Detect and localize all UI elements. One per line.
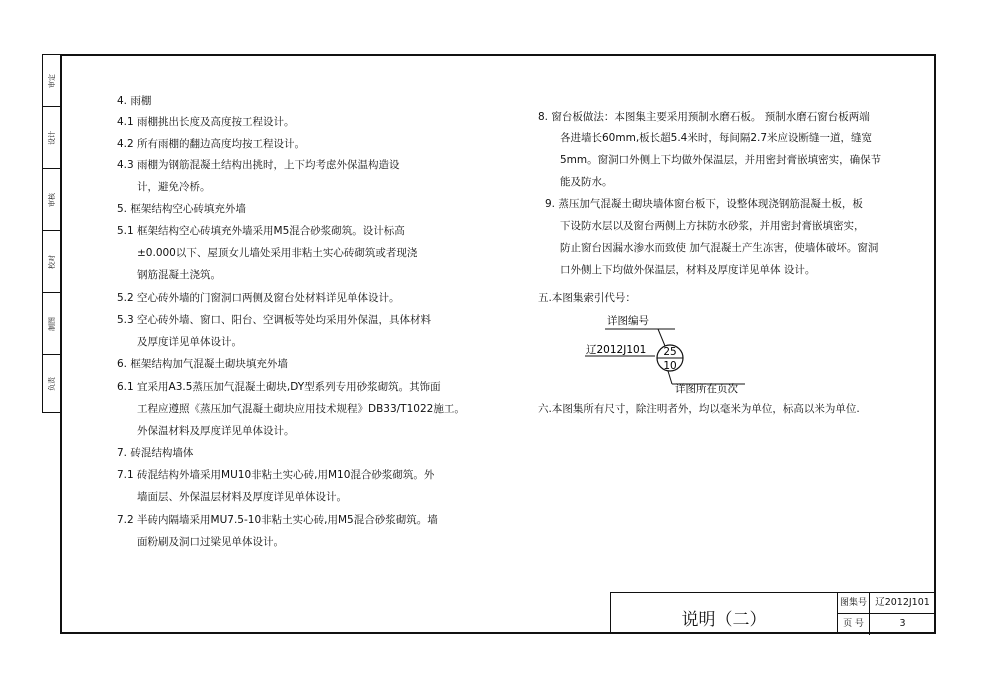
text-line: ±0.000以下、屋顶女儿墙处采用非粘土实心砖砌筑或者现浇 — [137, 247, 418, 259]
section-heading: 7. 砖混结构墙体 — [117, 447, 194, 459]
section-heading: 4. 雨棚 — [117, 95, 152, 107]
section-heading: 五.本图集索引代号： — [538, 292, 636, 304]
signoff-strip — [42, 54, 60, 413]
text-line: 钢筋混凝土浇筑。 — [137, 269, 221, 281]
section-heading: 5. 框架结构空心砖填充外墙 — [117, 203, 246, 215]
page-label: 页 号 — [838, 614, 870, 635]
drawing-title: 说明（二） — [681, 610, 767, 630]
text-line: 墙面层、外保温层材料及厚度详见单体设计。 — [137, 491, 347, 503]
atlas-value: 辽2012J101 — [875, 597, 930, 608]
index-symbol — [585, 312, 775, 394]
text-line: 5.2 空心砖外墙的门窗洞口两侧及窗台处材料详见单体设计。 — [117, 292, 400, 304]
detail-number-label: 详图编号 — [607, 315, 649, 327]
text-line: 5.1 框架结构空心砖填充外墙采用M5混合砂浆砌筑。设计标高 — [117, 225, 405, 237]
text-line: 各进墙长60mm,板长超5.4米时，每间隔2.7米应设断缝一道，缝宽 — [560, 132, 873, 144]
signoff-cell — [43, 169, 60, 231]
signoff-label: 审定 — [48, 73, 56, 88]
page-number: 10 — [663, 360, 677, 372]
signoff-label: 负责 — [48, 376, 56, 391]
title-block — [610, 592, 837, 634]
signoff-cell — [43, 355, 60, 412]
signoff-cell — [43, 55, 60, 107]
atlas-code: 辽2012J101 — [586, 344, 647, 356]
text-line: 面粉刷及洞口过梁见单体设计。 — [137, 536, 284, 548]
signoff-cell — [43, 107, 60, 169]
text-line: 9. 蒸压加气混凝土砌块墙体窗台板下，设整体现浇钢筋混凝土板，板 — [545, 198, 863, 210]
signoff-label: 设计 — [48, 130, 56, 145]
signoff-label: 审核 — [48, 192, 56, 207]
page-value: 3 — [899, 618, 906, 629]
atlas-label: 图集号 — [838, 593, 870, 613]
atlas-row — [838, 593, 936, 614]
text-line: 8. 窗台板做法：本图集主要采用预制水磨石板。 预制水磨石窗台板两端 — [538, 111, 870, 123]
text-line: 6.1 宜采用A3.5蒸压加气混凝土砌块,DY型系列专用砂浆砌筑。其饰面 — [117, 381, 441, 393]
page-location-label: 详图所在页次 — [675, 383, 738, 394]
signoff-cell — [43, 231, 60, 293]
text-line: 4.3 雨棚为钢筋混凝土结构出挑时，上下均考虑外保温构造设 — [117, 159, 400, 171]
signoff-cell — [43, 293, 60, 355]
text-line: 4.2 所有雨棚的翻边高度均按工程设计。 — [117, 138, 306, 150]
page-row — [838, 614, 936, 635]
detail-number: 25 — [663, 346, 677, 358]
text-line: 7.1 砖混结构外墙采用MU10非粘土实心砖,用M10混合砂浆砌筑。外 — [117, 469, 435, 481]
text-line: 7.2 半砖内隔墙采用MU7.5-10非粘土实心砖,用M5混合砂浆砌筑。墙 — [117, 514, 438, 526]
text-line: 能及防水。 — [560, 176, 613, 188]
text-line: 防止窗台因漏水渗水而致使 加气混凝土产生冻害，使墙体破坏。窗洞 — [560, 242, 879, 254]
section-heading: 6. 框架结构加气混凝土砌块填充外墙 — [117, 358, 288, 370]
text-line: 外保温材料及厚度详见单体设计。 — [137, 425, 295, 437]
text-line: 下设防水层以及窗台两侧上方抹防水砂浆，并用密封膏嵌填密实， — [560, 220, 865, 232]
text-line: 工程应遵照《蒸压加气混凝土砌块应用技术规程》DB33/T1022施工。 — [137, 403, 465, 415]
signoff-label: 制图 — [48, 316, 56, 331]
text-line: 及厚度详见单体设计。 — [137, 336, 242, 348]
section-heading: 六.本图集所有尺寸，除注明者外，均以毫米为单位，标高以米为单位. — [538, 403, 860, 415]
title-block-info — [837, 592, 936, 634]
text-line: 5mm。窗洞口外侧上下均做外保温层，并用密封膏嵌填密实，确保节 — [560, 154, 882, 166]
text-line: 5.3 空心砖外墙、窗口、阳台、空调板等处均采用外保温，具体材料 — [117, 314, 432, 326]
text-line: 4.1 雨棚挑出长度及高度按工程设计。 — [117, 116, 295, 128]
text-line: 口外侧上下均做外保温层，材料及厚度详见单体 设计。 — [560, 264, 816, 276]
text-line: 计，避免冷桥。 — [137, 181, 211, 193]
signoff-label: 校对 — [48, 254, 56, 269]
